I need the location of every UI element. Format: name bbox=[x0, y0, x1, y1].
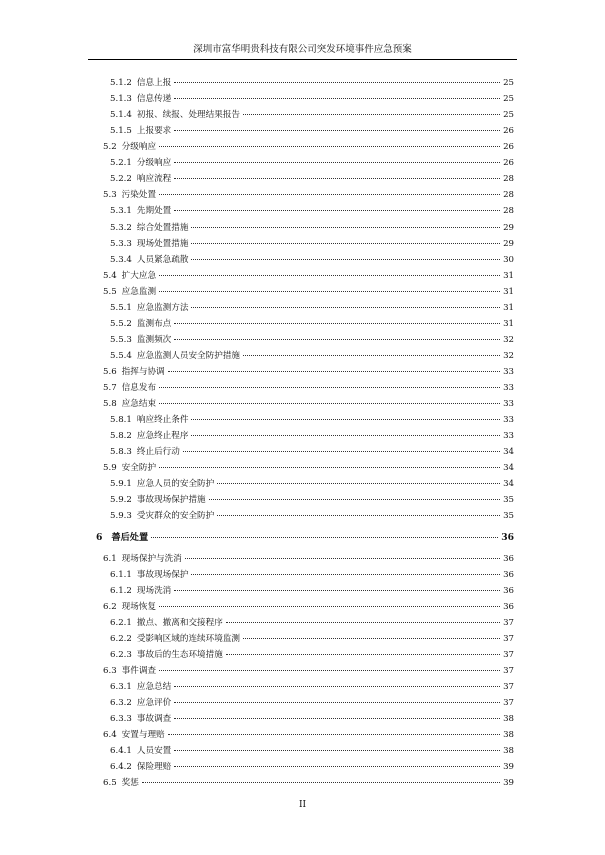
page-header-title: 深圳市富华明贵科技有限公司突发环境事件应急预案 bbox=[193, 44, 412, 55]
toc-entry-page: 33 bbox=[503, 399, 514, 409]
toc-entry-page: 37 bbox=[503, 697, 514, 708]
toc-entry-number: 6.3.1 bbox=[110, 681, 132, 692]
toc-entry-page: 39 bbox=[503, 762, 514, 773]
toc-entry-page: 32 bbox=[503, 350, 514, 361]
toc-entry-page: 29 bbox=[503, 238, 514, 249]
toc-entry[interactable] bbox=[110, 333, 514, 348]
toc-entry-title: 响应流程 bbox=[136, 174, 172, 185]
toc-entry-number: 5.1.2 bbox=[110, 78, 132, 88]
toc-entry-title: 人员紧急疏散 bbox=[136, 254, 189, 265]
toc-entry[interactable] bbox=[110, 253, 514, 268]
toc-entry[interactable] bbox=[110, 584, 514, 599]
toc-entry-title: 事故后的生态环境措施 bbox=[136, 649, 223, 660]
toc-entry-title: 事故现场保护 bbox=[136, 569, 189, 580]
dot-leader bbox=[191, 243, 500, 244]
toc-entry[interactable] bbox=[103, 600, 514, 615]
toc-entry-page: 33 bbox=[503, 431, 514, 442]
toc-entry-page: 36 bbox=[503, 601, 514, 612]
toc-entry[interactable] bbox=[110, 204, 514, 219]
dot-leader bbox=[159, 467, 500, 468]
toc-entry-title: 分级响应 bbox=[136, 158, 172, 169]
toc-entry-title: 安置与理赔 bbox=[121, 730, 165, 740]
toc-entry-page: 37 bbox=[503, 665, 514, 676]
dot-leader bbox=[191, 574, 500, 575]
dot-leader bbox=[174, 718, 500, 719]
toc-entry[interactable] bbox=[103, 365, 514, 380]
page-number: II bbox=[298, 800, 307, 810]
toc-chapter-entry[interactable] bbox=[96, 530, 514, 545]
toc-entry[interactable] bbox=[103, 397, 514, 412]
dot-leader bbox=[217, 515, 500, 516]
toc-entry-page: 30 bbox=[503, 254, 514, 265]
toc-entry-title: 安全防护 bbox=[121, 463, 157, 474]
toc-entry-title: 终止后行动 bbox=[136, 447, 180, 458]
toc-entry-number: 5.1.4 bbox=[110, 110, 132, 121]
toc-entry-page: 36 bbox=[503, 585, 514, 596]
dot-leader bbox=[142, 782, 500, 783]
toc-entry-number: 5.3.4 bbox=[110, 254, 132, 265]
toc-entry-page: 35 bbox=[503, 511, 514, 522]
toc-entry-title: 善后处置 bbox=[111, 532, 149, 544]
toc-entry-title: 分级响应 bbox=[121, 142, 157, 153]
toc-entry-number: 5.3 bbox=[103, 190, 117, 201]
toc-entry[interactable] bbox=[103, 381, 514, 396]
toc-entry-title: 现场洗消 bbox=[136, 585, 172, 596]
toc-entry-page: 33 bbox=[503, 366, 514, 377]
toc-entry-title: 撤点、撤离和交接程序 bbox=[136, 617, 223, 628]
toc-entry-page: 39 bbox=[503, 778, 514, 789]
toc-entry-number: 5.9 bbox=[103, 463, 117, 474]
dot-leader bbox=[191, 227, 500, 228]
toc-entry-page: 32 bbox=[503, 334, 514, 345]
dot-leader bbox=[174, 339, 500, 340]
toc-entry-number: 6.4.2 bbox=[110, 762, 132, 773]
toc-entry[interactable] bbox=[103, 140, 514, 155]
dot-leader bbox=[183, 451, 500, 452]
toc-entry-title: 应急人员的安全防护 bbox=[136, 479, 215, 490]
toc-entry[interactable] bbox=[110, 477, 514, 492]
dot-leader bbox=[159, 291, 500, 292]
dot-leader bbox=[159, 194, 500, 195]
dot-leader bbox=[226, 622, 500, 623]
toc-entry-title: 综合处置措施 bbox=[136, 222, 189, 233]
dot-leader bbox=[168, 371, 500, 372]
dot-leader bbox=[159, 606, 500, 607]
toc-entry-number: 6.3.3 bbox=[110, 713, 132, 724]
toc-entry-page: 28 bbox=[503, 190, 514, 201]
toc-entry[interactable] bbox=[110, 712, 514, 727]
toc-entry-number: 5.3.2 bbox=[110, 222, 132, 233]
toc-entry-title: 初报、续报、处理结果报告 bbox=[136, 110, 241, 121]
toc-entry-title: 监测布点 bbox=[136, 318, 172, 329]
toc-entry-title: 应急总结 bbox=[136, 681, 172, 692]
toc-entry-number: 6.3 bbox=[103, 665, 117, 676]
toc-entry-title: 污染处置 bbox=[121, 190, 157, 201]
toc-entry[interactable] bbox=[110, 509, 514, 524]
toc-entry[interactable] bbox=[110, 237, 514, 252]
dot-leader bbox=[159, 146, 500, 147]
toc-entry-number: 5.9.1 bbox=[110, 479, 132, 490]
toc-entry-title: 先期处置 bbox=[136, 206, 172, 217]
toc-entry-title: 应急监测 bbox=[121, 286, 157, 297]
toc-entry-title: 信息上报 bbox=[136, 78, 172, 88]
toc-entry-title: 事件调查 bbox=[121, 665, 157, 676]
toc-entry-number: 6 bbox=[96, 532, 103, 544]
toc-entry-page: 31 bbox=[503, 318, 514, 329]
dot-leader bbox=[151, 537, 498, 538]
toc-entry-page: 28 bbox=[503, 174, 514, 185]
toc-entry[interactable] bbox=[110, 124, 514, 139]
toc-entry[interactable] bbox=[110, 616, 514, 631]
toc-entry-number: 5.8 bbox=[103, 399, 117, 409]
dot-leader bbox=[174, 82, 500, 83]
dot-leader bbox=[174, 702, 500, 703]
toc-entry[interactable] bbox=[103, 285, 514, 300]
dot-leader bbox=[243, 355, 500, 356]
dot-leader bbox=[159, 387, 500, 388]
toc-entry-page: 31 bbox=[503, 286, 514, 297]
toc-entry[interactable] bbox=[110, 632, 514, 647]
toc-entry-page: 37 bbox=[503, 633, 514, 644]
toc-entry-number: 6.4.1 bbox=[110, 746, 132, 756]
toc-entry[interactable] bbox=[110, 172, 514, 187]
toc-entry[interactable] bbox=[103, 552, 514, 567]
toc-entry-page: 38 bbox=[503, 730, 514, 740]
toc-entry-number: 5.8.3 bbox=[110, 447, 132, 458]
toc-entry[interactable] bbox=[110, 156, 514, 171]
toc-entry-number: 5.4 bbox=[103, 270, 117, 281]
toc-entry-number: 6.2.1 bbox=[110, 617, 132, 628]
toc-entry[interactable] bbox=[110, 680, 514, 695]
toc-entry-title: 事故调查 bbox=[136, 713, 172, 724]
toc-entry-page: 31 bbox=[503, 302, 514, 313]
dot-leader bbox=[159, 275, 500, 276]
dot-leader bbox=[174, 686, 500, 687]
toc-entry-title: 事故现场保护措施 bbox=[136, 495, 206, 506]
toc-entry-number: 5.7 bbox=[103, 383, 117, 393]
toc-entry-title: 指挥与协调 bbox=[121, 366, 165, 377]
toc-entry-page: 34 bbox=[503, 447, 514, 458]
toc-entry-number: 6.5 bbox=[103, 778, 117, 789]
toc-entry[interactable] bbox=[103, 776, 514, 791]
dot-leader bbox=[191, 419, 500, 420]
dot-leader bbox=[174, 98, 500, 99]
toc-entry-title: 应急监测方法 bbox=[136, 302, 189, 313]
toc-entry[interactable] bbox=[110, 349, 514, 364]
toc-entry-title: 信息传递 bbox=[136, 94, 172, 104]
dot-leader bbox=[191, 307, 500, 308]
toc-entry-page: 36 bbox=[503, 553, 514, 564]
toc-entry-page: 26 bbox=[503, 158, 514, 169]
dot-leader bbox=[191, 435, 500, 436]
toc-entry-number: 6.1.2 bbox=[110, 585, 132, 596]
toc-entry-number: 5.5.2 bbox=[110, 318, 132, 329]
toc-entry[interactable] bbox=[110, 493, 514, 508]
toc-entry-title: 应急评价 bbox=[136, 697, 172, 708]
toc-entry[interactable] bbox=[110, 92, 514, 107]
toc-entry-number: 5.8.1 bbox=[110, 415, 132, 426]
dot-leader bbox=[174, 210, 500, 211]
toc-entry-title: 受灾群众的安全防护 bbox=[136, 511, 215, 522]
toc-entry-page: 38 bbox=[503, 713, 514, 724]
toc-entry[interactable] bbox=[110, 76, 514, 91]
toc-entry-page: 37 bbox=[503, 681, 514, 692]
dot-leader bbox=[209, 499, 500, 500]
toc-entry-number: 5.5.4 bbox=[110, 350, 132, 361]
dot-leader bbox=[159, 670, 500, 671]
toc-entry-number: 5.2 bbox=[103, 142, 117, 153]
toc-entry-number: 5.8.2 bbox=[110, 431, 132, 442]
toc-entry-title: 现场恢复 bbox=[121, 601, 157, 612]
toc-entry-number: 6.2.3 bbox=[110, 649, 132, 660]
toc-entry-title: 保险理赔 bbox=[136, 762, 172, 773]
toc-entry-number: 6.1.1 bbox=[110, 569, 132, 580]
toc-entry-page: 26 bbox=[503, 126, 514, 137]
toc-entry-page: 36 bbox=[501, 532, 514, 544]
toc-entry[interactable] bbox=[103, 728, 514, 743]
toc-entry-page: 38 bbox=[503, 746, 514, 756]
toc-entry[interactable] bbox=[103, 188, 514, 203]
toc-entry-number: 5.5.1 bbox=[110, 302, 132, 313]
toc-entry-page: 33 bbox=[503, 415, 514, 426]
dot-leader bbox=[174, 162, 500, 163]
toc-entry-page: 34 bbox=[503, 479, 514, 490]
toc-entry-page: 35 bbox=[503, 495, 514, 506]
toc-entry-page: 28 bbox=[503, 206, 514, 217]
dot-leader bbox=[185, 558, 500, 559]
toc-entry-title: 应急终止程序 bbox=[136, 431, 189, 442]
toc-entry[interactable] bbox=[110, 568, 514, 583]
toc-entry-number: 6.3.2 bbox=[110, 697, 132, 708]
toc-entry-page: 25 bbox=[503, 110, 514, 121]
toc-entry-number: 5.9.3 bbox=[110, 511, 132, 522]
toc-entry[interactable] bbox=[110, 760, 514, 775]
toc-entry-number: 5.3.3 bbox=[110, 238, 132, 249]
toc-entry[interactable] bbox=[103, 269, 514, 284]
toc-entry-number: 6.4 bbox=[103, 730, 117, 740]
toc-entry[interactable] bbox=[110, 696, 514, 711]
toc-entry-title: 信息发布 bbox=[121, 383, 157, 393]
toc-entry-number: 5.6 bbox=[103, 366, 117, 377]
toc-entry-title: 监测频次 bbox=[136, 334, 172, 345]
toc-entry-number: 5.2.1 bbox=[110, 158, 132, 169]
toc-entry[interactable] bbox=[110, 413, 514, 428]
toc-entry[interactable] bbox=[110, 301, 514, 316]
dot-leader bbox=[243, 114, 500, 115]
toc-entry[interactable] bbox=[110, 744, 514, 759]
dot-leader bbox=[191, 259, 500, 260]
toc-entry-page: 36 bbox=[503, 569, 514, 580]
toc-entry-title: 现场处置措施 bbox=[136, 238, 189, 249]
dot-leader bbox=[226, 654, 500, 655]
dot-leader bbox=[174, 766, 500, 767]
toc-entry-page: 34 bbox=[503, 463, 514, 474]
toc-entry[interactable] bbox=[103, 461, 514, 476]
toc-entry-number: 5.9.2 bbox=[110, 495, 132, 506]
toc-entry[interactable] bbox=[110, 317, 514, 332]
dot-leader bbox=[159, 403, 500, 404]
toc-entry-page: 33 bbox=[503, 383, 514, 393]
toc-entry-title: 应急结束 bbox=[121, 399, 157, 409]
dot-leader bbox=[168, 734, 500, 735]
toc-entry-number: 6.2 bbox=[103, 601, 117, 612]
toc-entry-title: 受影响区域的连续环境监测 bbox=[136, 633, 241, 644]
toc-entry-title: 应急监测人员安全防护措施 bbox=[136, 350, 241, 361]
toc-entry-title: 奖惩 bbox=[121, 778, 139, 789]
toc-entry-page: 25 bbox=[503, 78, 514, 88]
toc-entry[interactable] bbox=[110, 429, 514, 444]
dot-leader bbox=[217, 483, 500, 484]
toc-entry-title: 人员安置 bbox=[136, 746, 172, 756]
dot-leader bbox=[243, 638, 500, 639]
toc-entry-number: 5.5 bbox=[103, 286, 117, 297]
toc-entry-number: 6.2.2 bbox=[110, 633, 132, 644]
toc-entry-title: 响应终止条件 bbox=[136, 415, 189, 426]
toc-entry-page: 29 bbox=[503, 222, 514, 233]
dot-leader bbox=[174, 323, 500, 324]
toc-entry-title: 上报要求 bbox=[136, 126, 172, 137]
toc-entry[interactable] bbox=[103, 664, 514, 679]
dot-leader bbox=[174, 178, 500, 179]
toc-entry-page: 26 bbox=[503, 142, 514, 153]
toc-entry-page: 25 bbox=[503, 94, 514, 104]
toc-entry-page: 37 bbox=[503, 617, 514, 628]
toc-entry-title: 扩大应急 bbox=[121, 270, 157, 281]
toc-entry[interactable] bbox=[110, 221, 514, 236]
toc-entry-number: 5.2.2 bbox=[110, 174, 132, 185]
toc-entry[interactable] bbox=[110, 445, 514, 460]
dot-leader bbox=[174, 750, 500, 751]
toc-entry-number: 5.5.3 bbox=[110, 334, 132, 345]
toc-entry-number: 5.1.5 bbox=[110, 126, 132, 137]
toc-entry-page: 31 bbox=[503, 270, 514, 281]
toc-entry-number: 5.3.1 bbox=[110, 206, 132, 217]
toc-entry-number: 6.1 bbox=[103, 553, 117, 564]
toc-entry-number: 5.1.3 bbox=[110, 94, 132, 104]
toc-entry[interactable] bbox=[110, 108, 514, 123]
toc-entry-title: 现场保护与洗消 bbox=[121, 553, 182, 564]
dot-leader bbox=[174, 590, 500, 591]
toc-entry[interactable] bbox=[110, 648, 514, 663]
toc-entry-page: 37 bbox=[503, 649, 514, 660]
dot-leader bbox=[174, 130, 500, 131]
